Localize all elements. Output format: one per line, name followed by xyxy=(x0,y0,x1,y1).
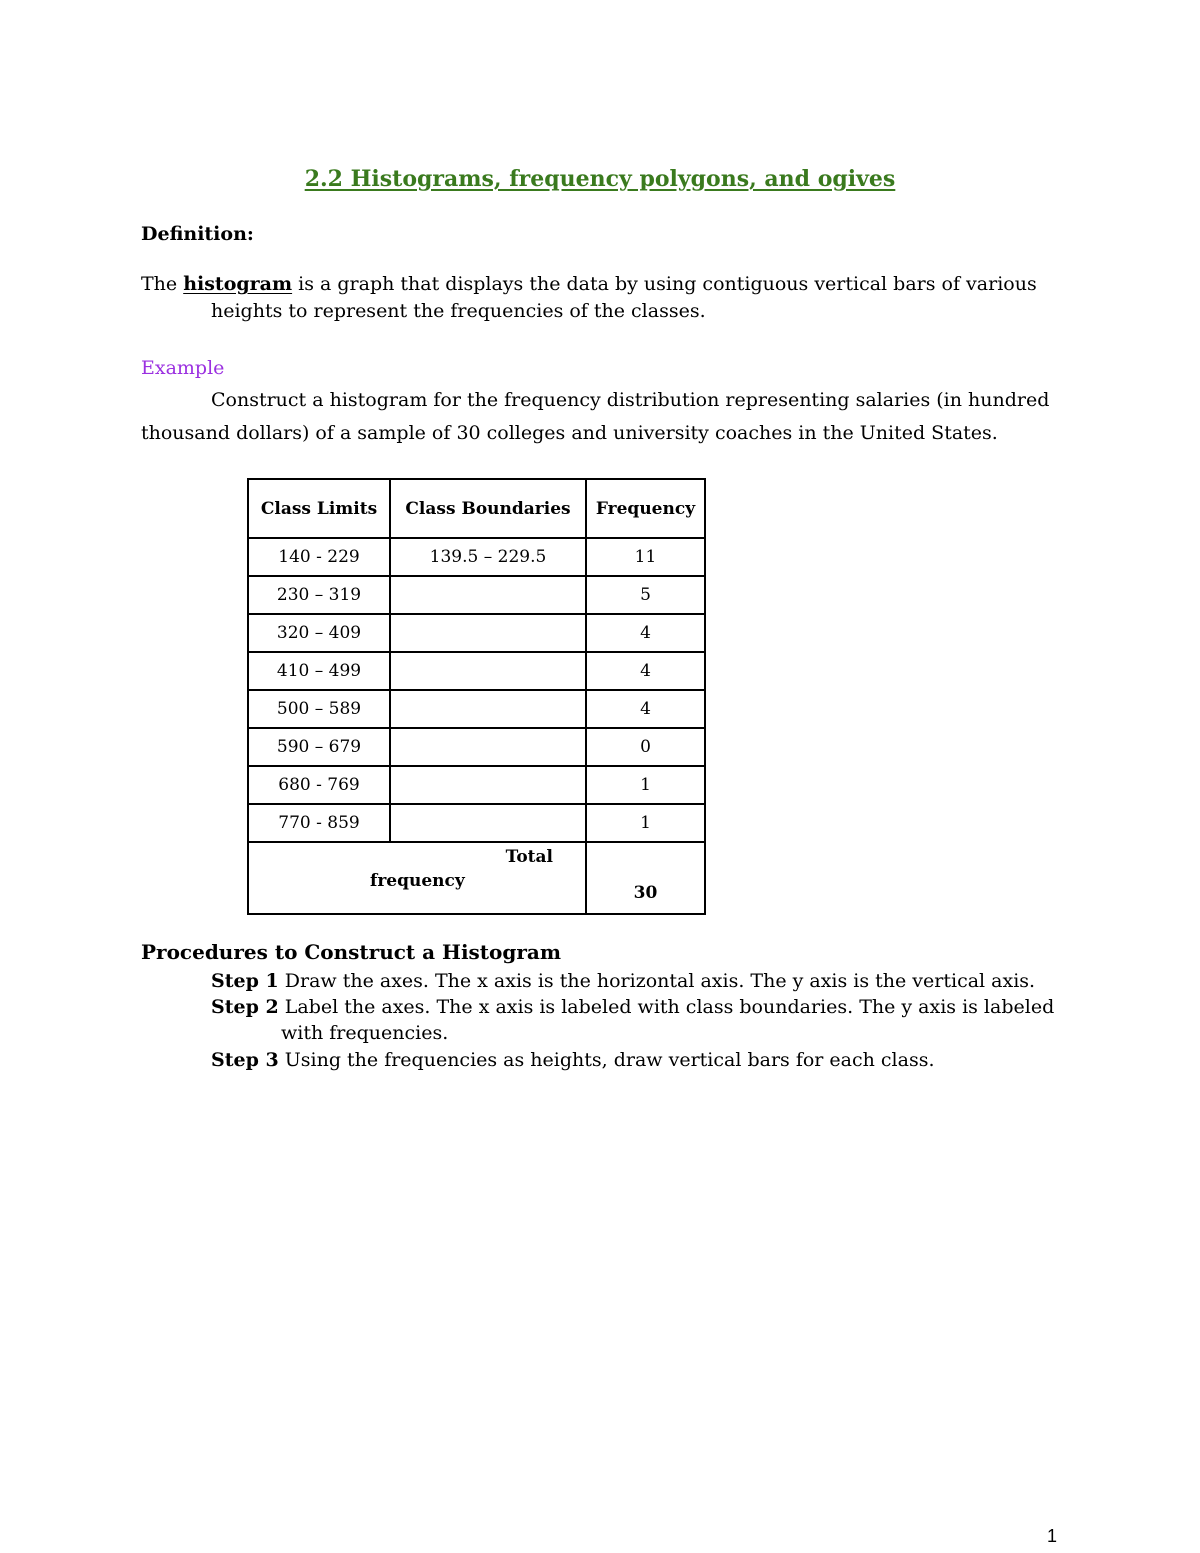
definition-heading: Definition: xyxy=(141,223,254,245)
cell-frequency: 4 xyxy=(586,652,705,690)
step-1 xyxy=(211,970,1035,992)
cell-class-limits: 680 - 769 xyxy=(248,766,390,804)
definition-prefix: The xyxy=(141,273,184,295)
total-label-word: Total xyxy=(505,847,553,867)
cell-class-limits: 320 – 409 xyxy=(248,614,390,652)
total-label-cell xyxy=(248,842,586,914)
cell-frequency: 5 xyxy=(586,576,705,614)
definition-line-1 xyxy=(141,273,1037,295)
cell-frequency: 4 xyxy=(586,690,705,728)
definition-line-2: heights to represent the frequencies of the classes. xyxy=(211,300,706,322)
table-row xyxy=(248,690,705,728)
step-3-text: Using the frequencies as heights, draw vertical bars for each class. xyxy=(278,1049,935,1071)
section-title: 2.2 Histograms, frequency polygons, and ogives xyxy=(304,166,896,192)
example-label: Example xyxy=(141,357,225,379)
table-row xyxy=(248,576,705,614)
cell-class-limits: 500 – 589 xyxy=(248,690,390,728)
step-1-text: Draw the axes. The x axis is the horizontal axis. The y axis is the vertical axis. xyxy=(278,970,1036,992)
table-row xyxy=(248,652,705,690)
cell-class-boundaries xyxy=(390,728,586,766)
table-row xyxy=(248,538,705,576)
step-2-continuation: with frequencies. xyxy=(281,1022,449,1044)
header-frequency: Frequency xyxy=(586,479,705,538)
cell-class-boundaries xyxy=(390,652,586,690)
page-number: 1 xyxy=(1047,1526,1058,1546)
step-3 xyxy=(211,1049,935,1071)
cell-frequency: 0 xyxy=(586,728,705,766)
table-total-row xyxy=(248,842,705,914)
cell-class-boundaries xyxy=(390,576,586,614)
example-line-2: thousand dollars) of a sample of 30 colleges and university coaches in the United States. xyxy=(141,422,998,444)
cell-class-limits: 230 – 319 xyxy=(248,576,390,614)
cell-class-limits: 410 – 499 xyxy=(248,652,390,690)
cell-frequency: 11 xyxy=(586,538,705,576)
cell-class-limits: 140 - 229 xyxy=(248,538,390,576)
cell-frequency: 1 xyxy=(586,804,705,842)
step-2-text: Label the axes. The x axis is labeled with class boundaries. The y axis is labeled xyxy=(278,996,1055,1018)
header-class-limits: Class Limits xyxy=(248,479,390,538)
step-2 xyxy=(211,996,1054,1018)
frequency-table xyxy=(247,478,706,915)
procedures-heading: Procedures to Construct a Histogram xyxy=(141,940,562,964)
step-1-label: Step 1 xyxy=(211,970,279,992)
header-class-boundaries: Class Boundaries xyxy=(390,479,586,538)
cell-class-boundaries xyxy=(390,690,586,728)
cell-class-limits: 770 - 859 xyxy=(248,804,390,842)
cell-frequency: 1 xyxy=(586,766,705,804)
table-header-row xyxy=(248,479,705,538)
cell-class-boundaries xyxy=(390,766,586,804)
total-frequency-value: 30 xyxy=(586,842,705,914)
definition-suffix: is a graph that displays the data by using contiguous vertical bars of various xyxy=(292,273,1037,295)
example-line-1: Construct a histogram for the frequency distribution representing salaries (in hundred xyxy=(211,389,1050,411)
definition-term: histogram xyxy=(183,273,293,295)
cell-frequency: 4 xyxy=(586,614,705,652)
table-row xyxy=(248,766,705,804)
table-row xyxy=(248,614,705,652)
cell-class-limits: 590 – 679 xyxy=(248,728,390,766)
table-row xyxy=(248,728,705,766)
total-label-frequency: frequency xyxy=(370,871,465,891)
cell-class-boundaries: 139.5 – 229.5 xyxy=(390,538,586,576)
step-3-label: Step 3 xyxy=(211,1049,279,1071)
cell-class-boundaries xyxy=(390,614,586,652)
table-row xyxy=(248,804,705,842)
cell-class-boundaries xyxy=(390,804,586,842)
step-2-label: Step 2 xyxy=(211,996,279,1018)
